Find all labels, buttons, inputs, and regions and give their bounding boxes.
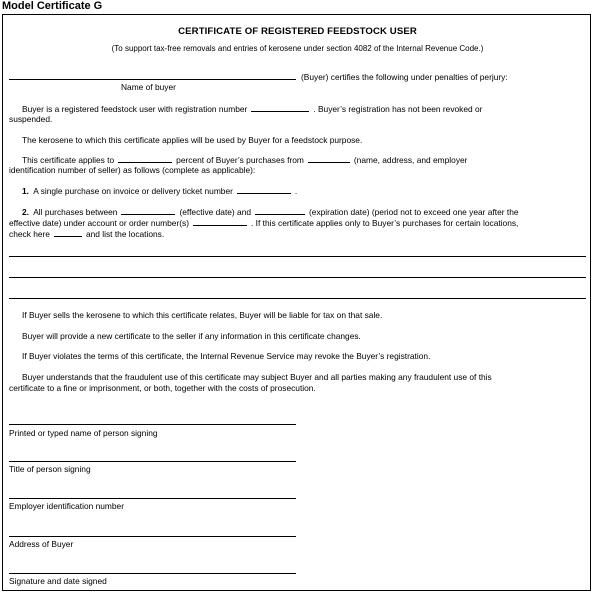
statement-new-certificate: Buyer will provide a new certificate to the seller if any information in this certificate changes. (22, 331, 361, 341)
check-here-field[interactable] (54, 235, 82, 237)
registration-line-2: suspended. (9, 114, 53, 124)
percent-field[interactable] (118, 161, 172, 163)
item-2-text-4: effective date) under account or order number(s) (9, 218, 190, 228)
address-field[interactable] (9, 536, 296, 537)
item-2-line-3 (9, 229, 164, 240)
signature-field[interactable] (9, 573, 296, 574)
item-1-text: A single purchase on invoice or delivery ticket number (33, 186, 233, 196)
effective-date-field[interactable] (121, 213, 175, 215)
item-1-number: 1. (22, 186, 29, 196)
applies-line-2: identification number of seller) as follows (complete as applicable): (9, 165, 256, 175)
location-line-2[interactable] (9, 277, 586, 278)
seller-field[interactable] (308, 161, 350, 163)
certificate-title: CERTIFICATE OF REGISTERED FEEDSTOCK USER (178, 26, 417, 37)
item-1-end: . (294, 186, 298, 196)
printed-name-field[interactable] (9, 424, 296, 425)
location-line-1[interactable] (9, 256, 586, 257)
ein-field[interactable] (9, 498, 296, 499)
printed-name-label: Printed or typed name of person signing (9, 428, 158, 438)
location-line-3[interactable] (9, 298, 586, 299)
item-2 (22, 207, 519, 218)
registration-paragraph (22, 104, 482, 115)
ein-label: Employer identification number (9, 501, 124, 511)
item-2-number: 2. (22, 207, 29, 217)
fraud-paragraph-line-2: certificate to a fine or imprisonment, or both, together with the costs of prosecution. (9, 383, 316, 393)
account-number-field[interactable] (193, 224, 247, 226)
registration-number-field[interactable] (251, 110, 309, 112)
statement-liability: If Buyer sells the kerosene to which this certificate relates, Buyer will be liable for tax on that sale. (22, 310, 383, 320)
item-2-text-7: and list the locations. (85, 229, 165, 239)
item-2-text-1: All purchases between (33, 207, 118, 217)
signature-label: Signature and date signed (9, 576, 107, 586)
item-2-line-2 (9, 218, 518, 229)
item-2-text-3: (expiration date) (period not to exceed one year after the (309, 207, 519, 217)
title-label: Title of person signing (9, 464, 91, 474)
registration-text-1: Buyer is a registered feedstock user with registration number (22, 104, 248, 114)
applies-text-3: (name, address, and employer (353, 155, 468, 165)
applies-paragraph (22, 155, 467, 166)
item-2-text-2: (effective date) and (179, 207, 252, 217)
statement-revoke: If Buyer violates the terms of this certificate, the Internal Revenue Service may revoke the Buyer’s registration. (22, 351, 431, 361)
expiration-date-field[interactable] (255, 213, 305, 215)
registration-text-2: . Buyer’s registration has not been revoked or (313, 104, 483, 114)
fraud-paragraph-line-1: Buyer understands that the fraudulent use of this certificate may subject Buyer and all parties making any fraudulent use of this (22, 372, 492, 382)
certificate-subtitle: (To support tax-free removals and entries of kerosene under section 4082 of the Internal Revenue Code.) (111, 44, 484, 53)
item-2-text-6: check here (9, 229, 50, 239)
applies-text-1: This certificate applies to (22, 155, 115, 165)
purpose-paragraph: The kerosene to which this certificate applies will be used by Buyer for a feedstock purpose. (22, 135, 363, 145)
title-field[interactable] (9, 461, 296, 462)
item-2-text-5: . If this certificate applies only to Buyer’s purchases for certain locations, (251, 218, 519, 228)
item-1 (22, 186, 297, 197)
ticket-number-field[interactable] (237, 192, 291, 194)
buyer-name-label: Name of buyer (121, 82, 176, 92)
applies-text-2: percent of Buyer’s purchases from (176, 155, 304, 165)
address-label: Address of Buyer (9, 539, 74, 549)
buyer-certifies-text: (Buyer) certifies the following under penalties of perjury: (301, 72, 508, 82)
page-heading: Model Certificate G (2, 0, 103, 12)
buyer-name-field[interactable] (9, 79, 296, 80)
